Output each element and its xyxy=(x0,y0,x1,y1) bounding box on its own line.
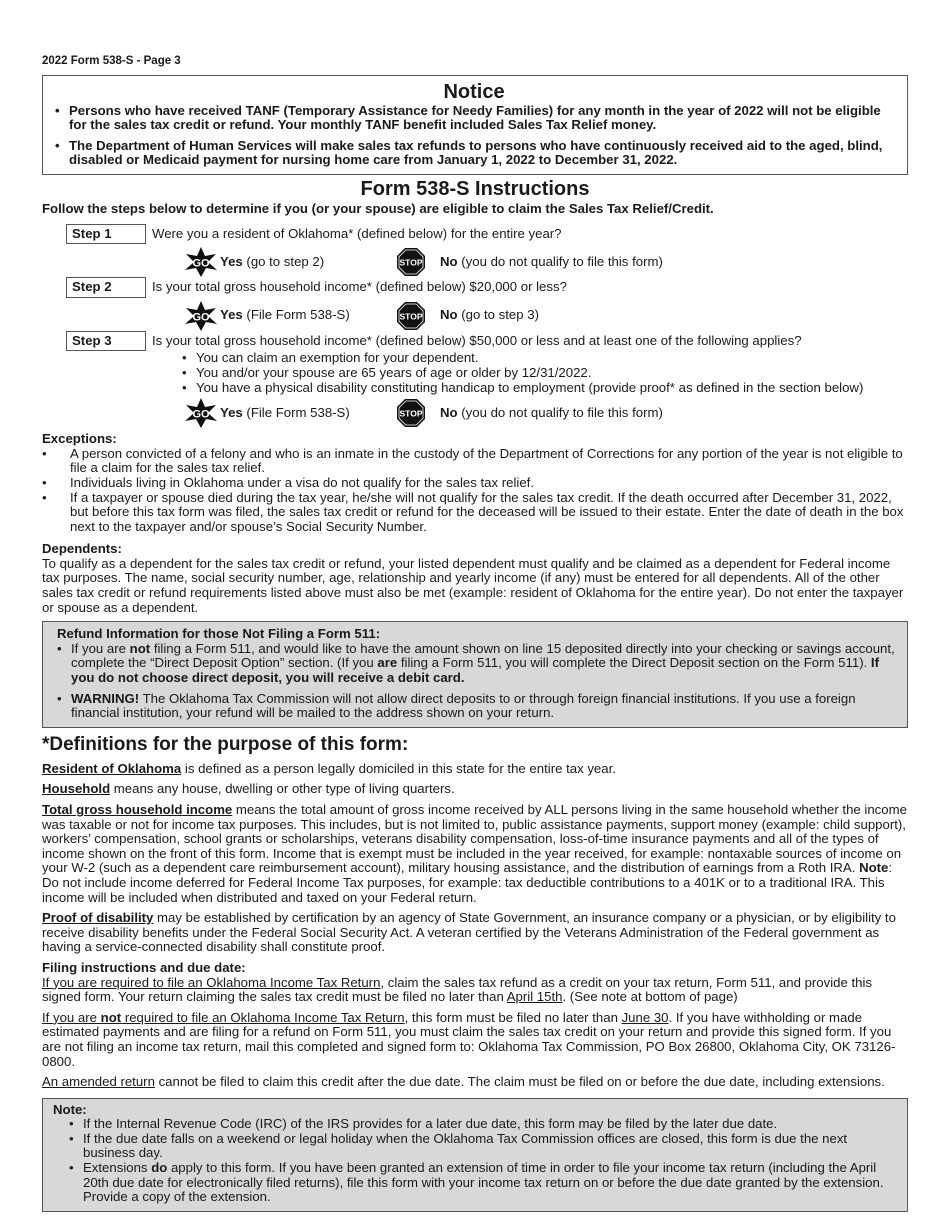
step-1 xyxy=(42,224,908,245)
step-3-answers xyxy=(184,398,908,428)
step-2-label: Step 2 xyxy=(66,277,146,298)
note-title: Note: xyxy=(53,1101,87,1117)
notice-item: • The Department of Human Services will make sales tax refunds to persons who have continuously received aid to the aged, blind, disabled or Medicaid payment for nursing home care from January 1, 2022 to December 31, 2022. xyxy=(55,139,893,168)
dependents-text: To qualify as a dependent for the sales tax credit or refund, your listed dependent must qualify and be claimed as a dependent for Federal income tax purposes. The name, social security number, age, relationship and yearly income (if any) must be entered for all dependents. All of the other sales tax credit or refund requirements listed above must also be met (example: resident of Oklahoma for the entire year). Do not enter the taxpayer or spouse as a dependent. xyxy=(42,555,904,615)
page-header: 2022 Form 538-S - Page 3 xyxy=(42,55,181,67)
step-2-question: Is your total gross household income* (defined below) $20,000 or less? xyxy=(152,279,567,295)
condition-item: • You can claim an exemption for your dependent. xyxy=(182,351,908,366)
exception-item: • If a taxpayer or spouse died during the tax year, he/she will not qualify for the sales tax credit. If the death occurred after December 31, 2022, but before this tax form was filed, the sales tax credit or refund for the deceased will be issued to their estate. Enter the date of death in the box next to the taxpayer and/or spouse’s Social Security Number. xyxy=(42,491,908,535)
instructions-intro: Follow the steps below to determine if you (or your spouse) are eligible to claim the Sales Tax Relief/Credit. xyxy=(42,200,714,216)
step-2-yes: Yes (File Form 538-S) xyxy=(184,301,396,331)
refund-info-title: Refund Information for those Not Filing a Form 511: xyxy=(57,626,381,642)
dependents-title: Dependents: xyxy=(42,541,122,557)
step-3-no: No (you do not qualify to file this form) xyxy=(396,398,663,428)
note-item: • If the Internal Revenue Code (IRC) of the IRS provides for a later due date, this form may be filed by the later due date. xyxy=(69,1117,899,1132)
definition-resident: Resident of Oklahoma is defined as a person legally domiciled in this state for the entire tax year. xyxy=(42,760,616,776)
step-1-label: Step 1 xyxy=(66,224,146,245)
step-1-yes: Yes (go to step 2) xyxy=(184,247,396,277)
note-item: • Extensions do apply to this form. If you have been granted an extension of time in order to file your income tax return (including the April 20th due date for electronically filed returns), file this form with your income tax return on or before the due date granted by the extension. Provide a copy of the extension. xyxy=(69,1161,899,1205)
notice-item: • Persons who have received TANF (Temporary Assistance for Needy Families) for any month in the year of 2022 will not be eligible for the sales tax credit or refund. Your monthly TANF benefit included Sales Tax Relief money. xyxy=(55,104,893,133)
note-item: • If the due date falls on a weekend or legal holiday when the Oklahoma Tax Commission offices are closed, this form is due the next business day. xyxy=(69,1132,899,1161)
definition-disability: Proof of disability may be established by certification by an agency of State Government, an insurance company or a physician, or by eligibility to receive disability benefits under the Federal Social Security Act. A veteran certified by the Veterans Administration of the Federal government as having a service-connected disability shall constitute proof. xyxy=(42,910,896,955)
exception-item: • Individuals living in Oklahoma under a visa do not qualify for the sales tax relief. xyxy=(42,476,908,491)
filing-para-1: If you are required to file an Oklahoma Income Tax Return, claim the sales tax refund as a credit on your tax return, Form 511, and provide this signed form. Your return claiming the sales tax credit must be filed no later than April 15th. (See note at bottom of page) xyxy=(42,974,873,1005)
refund-info-item: • WARNING! The Oklahoma Tax Commission will not allow direct deposits to or through foreign financial institutions. If you use a foreign financial institution, your refund will be mailed to the address shown on your return. xyxy=(57,692,899,721)
exceptions-list xyxy=(42,447,908,535)
step-3-conditions xyxy=(182,351,908,395)
stop-sign-icon xyxy=(396,247,426,277)
definition-income: Total gross household income means the total amount of gross income received by ALL persons living in the same household whether the income was taxable or not for income tax purposes. This includes, but is not limited to, public assistance payments, support money (example: child support), workers’ compensation, school grants or scholarships, veterans disability compensation, loss-of-time insurance payments and all of the types of income shown on the front of this form. Income that is exempt must be included in the year received, for example: nontaxable sources of income on your W-2 (such as a dependent care reimbursement account), military housing assistance, and the distribution of earnings from a Roth IRA. Note: Do not include income deferred for Federal Income Tax purposes, for example: tax deductible contributions to a 401K or to a traditional IRA. This income will be included when distributed and taxed on your Federal return. xyxy=(42,802,907,905)
instructions-title: Form 538-S Instructions xyxy=(360,177,590,200)
definitions-title: *Definitions for the purpose of this form: xyxy=(42,733,409,755)
notice-list xyxy=(55,104,893,168)
filing-para-3: An amended return cannot be filed to claim this credit after the due date. The claim must be filed on or before the due date, including extensions. xyxy=(42,1074,885,1090)
step-1-answers xyxy=(184,247,908,277)
step-1-question: Were you a resident of Oklahoma* (defined below) for the entire year? xyxy=(152,225,562,241)
notice-title: Notice xyxy=(443,80,505,103)
exception-item: • A person convicted of a felony and who is an inmate in the custody of the Department of Corrections for any portion of the year is not eligible to file a claim for the sales tax relief. xyxy=(42,447,908,476)
refund-info-item: • If you are not filing a Form 511, and would like to have the amount shown on line 15 deposited directly into your checking or savings account, complete the “Direct Deposit Option” section. (If you are filing a Form 511, you will complete the Direct Deposit section on the Form 511). If you do not choose direct deposit, you will receive a debit card. xyxy=(57,642,899,686)
refund-info-list xyxy=(57,642,899,721)
step-3 xyxy=(42,331,908,352)
go-star-icon xyxy=(184,247,218,277)
filing-para-2: If you are not required to file an Oklahoma Income Tax Return, this form must be filed no later than June 30. If you have withholding or made estimated payments and are filing for a refund on Form 511, you must claim the sales tax credit on your return and provide this signed form. If you are not filing an income tax return, mail this completed and signed form to: Oklahoma Tax Commission, PO Box 26800, Oklahoma City, OK 73126-0800. xyxy=(42,1009,896,1069)
step-3-label: Step 3 xyxy=(66,331,146,352)
step-1-no: No (you do not qualify to file this form) xyxy=(396,247,663,277)
condition-item: • You and/or your spouse are 65 years of age or older by 12/31/2022. xyxy=(182,366,908,381)
filing-title: Filing instructions and due date: xyxy=(42,959,246,975)
note-box xyxy=(42,1098,908,1212)
exceptions-title: Exceptions: xyxy=(42,431,117,447)
condition-item: • You have a physical disability constituting handicap to employment (provide proof* as defined in the section below) xyxy=(182,381,908,396)
step-3-question: Is your total gross household income* (defined below) $50,000 or less and at least one of the following applies? xyxy=(152,332,802,348)
step-2 xyxy=(42,277,908,298)
definition-household: Household means any house, dwelling or other type of living quarters. xyxy=(42,781,455,797)
notice-box xyxy=(42,75,908,175)
step-2-answers xyxy=(184,301,908,331)
stop-sign-icon xyxy=(396,398,426,428)
step-2-no: No (go to step 3) xyxy=(396,301,539,331)
go-star-icon xyxy=(184,301,218,331)
form-page xyxy=(42,54,908,1212)
note-list xyxy=(69,1117,899,1205)
step-3-yes: Yes (File Form 538-S) xyxy=(184,398,396,428)
go-star-icon xyxy=(184,398,218,428)
refund-info-box xyxy=(42,621,908,728)
stop-sign-icon xyxy=(396,301,426,331)
